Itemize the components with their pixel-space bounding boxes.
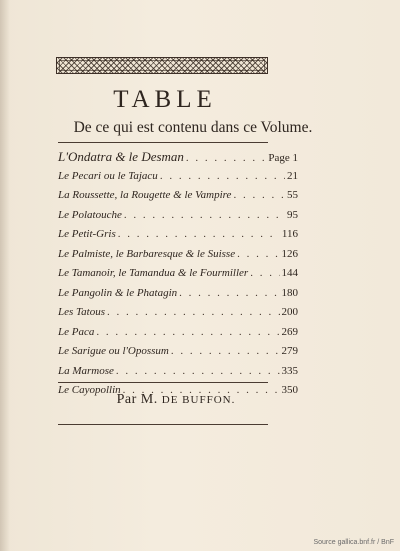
author-name: DE BUFFON.	[161, 394, 236, 406]
entry-page: 126	[281, 247, 298, 260]
entry-page: 144	[281, 267, 298, 279]
entry-page: 21	[287, 169, 298, 182]
leader-dots	[233, 186, 285, 206]
entry-page: 116	[281, 228, 298, 240]
entry-title: Le Petit-Gris	[58, 228, 116, 240]
leader-dots	[124, 206, 285, 226]
toc-entry	[58, 264, 298, 284]
entry-title: Le Paca	[58, 325, 95, 338]
entry-title: La Marmose	[58, 364, 114, 377]
entry-title: Le Cayopollin	[58, 384, 121, 396]
middle-divider	[58, 382, 268, 383]
entry-page: 55	[287, 189, 298, 201]
page-title: TABLE	[113, 86, 217, 113]
decorative-ornament-band	[56, 57, 268, 74]
entry-title: Le Sarigue ou l'Opossum	[58, 345, 169, 357]
toc-entry	[58, 167, 298, 187]
top-divider	[58, 142, 268, 143]
toc-entry	[58, 206, 298, 226]
entry-page: 335	[281, 364, 298, 377]
leader-dots	[116, 362, 280, 382]
entry-page: 279	[281, 345, 298, 357]
leader-dots	[179, 284, 279, 304]
toc-entry	[58, 225, 298, 245]
toc-entry	[58, 147, 298, 167]
entry-title: Les Tatous	[58, 306, 105, 318]
toc-entry	[58, 245, 298, 265]
table-of-contents	[58, 147, 298, 401]
author-line	[58, 392, 294, 408]
entry-page: 350	[281, 384, 298, 396]
toc-entry	[58, 303, 298, 323]
entry-title: Le Pangolin & le Phatagin	[58, 286, 178, 299]
entry-page: 269	[281, 325, 298, 338]
leader-dots	[107, 303, 280, 323]
entry-page: 95	[287, 208, 298, 221]
entry-page: 200	[281, 306, 298, 318]
bottom-divider	[58, 424, 268, 425]
leader-dots	[237, 245, 279, 265]
toc-entry	[58, 323, 298, 343]
entry-title: Le Palmiste, le Barbaresque & le Suisse	[58, 247, 236, 260]
toc-entry	[58, 186, 298, 206]
entry-title: L'Ondatra & le Desman	[58, 149, 184, 164]
leader-dots	[250, 264, 279, 284]
entry-title: Le Tamanoir, le Tamandua & le Fourmiller	[58, 267, 249, 279]
entry-page: 180	[281, 286, 298, 299]
source-credit: Source gallica.bnf.fr / BnF	[313, 539, 394, 546]
entry-title: La Roussette, la Rougette & le Vampire	[58, 189, 232, 201]
leader-dots	[160, 167, 285, 187]
entry-title: Le Polatouche	[58, 208, 122, 221]
toc-entry	[58, 362, 298, 382]
page-subtitle: De ce qui est contenu dans ce Volume.	[73, 119, 313, 136]
toc-entry	[58, 342, 298, 362]
leader-dots	[96, 323, 279, 343]
leader-dots	[171, 342, 280, 362]
toc-entry	[58, 284, 298, 304]
author-prefix: Par M.	[116, 392, 162, 407]
leader-dots	[118, 225, 280, 245]
entry-title: Le Pecari ou le Tajacu	[58, 169, 158, 182]
entry-page: Page 1	[268, 152, 298, 164]
